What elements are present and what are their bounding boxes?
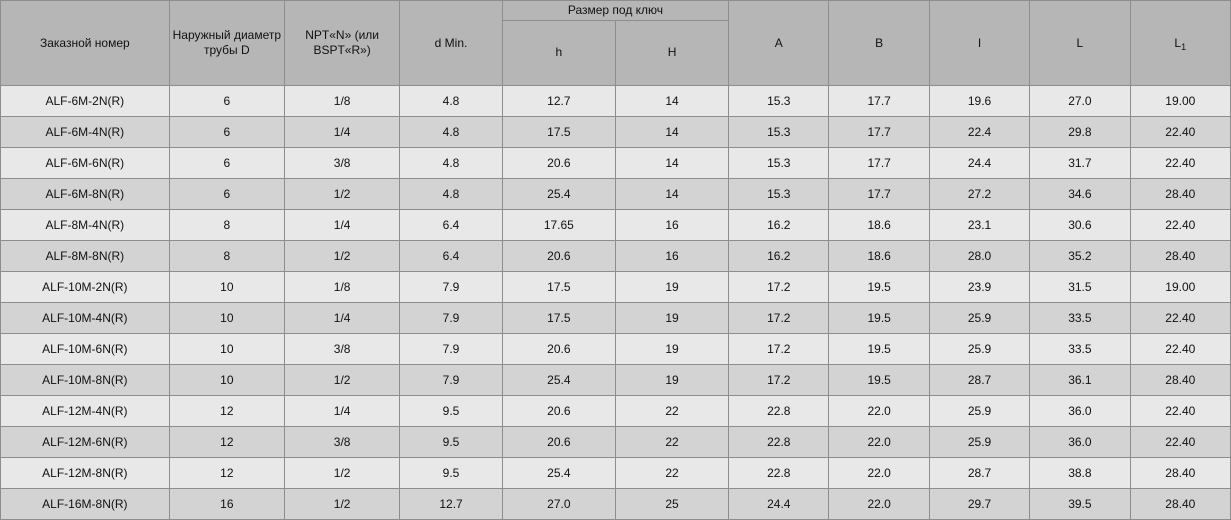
cell-order-number: ALF-6M-4N(R)	[1, 117, 170, 148]
cell-outer-diameter: 10	[169, 334, 284, 365]
cell-H: 22	[615, 427, 728, 458]
cell-npt: 1/4	[284, 303, 399, 334]
cell-A: 15.3	[729, 179, 829, 210]
table-row	[1, 303, 1231, 334]
cell-H: 14	[615, 148, 728, 179]
cell-npt: 1/2	[284, 179, 399, 210]
table-row	[1, 117, 1231, 148]
cell-L: 29.8	[1030, 117, 1130, 148]
cell-d-min: 9.5	[400, 427, 502, 458]
cell-outer-diameter: 6	[169, 179, 284, 210]
table-body	[1, 86, 1231, 520]
cell-outer-diameter: 12	[169, 458, 284, 489]
cell-L1: 22.40	[1130, 303, 1230, 334]
cell-B: 19.5	[829, 334, 929, 365]
cell-L1: 22.40	[1130, 210, 1230, 241]
cell-order-number: ALF-10M-6N(R)	[1, 334, 170, 365]
cell-h: 20.6	[502, 427, 615, 458]
cell-H: 14	[615, 179, 728, 210]
cell-npt: 1/2	[284, 365, 399, 396]
cell-I: 23.1	[929, 210, 1029, 241]
cell-h: 20.6	[502, 241, 615, 272]
column-header-b: B	[829, 1, 929, 86]
cell-B: 18.6	[829, 241, 929, 272]
cell-order-number: ALF-12M-6N(R)	[1, 427, 170, 458]
cell-L1: 28.40	[1130, 458, 1230, 489]
cell-npt: 3/8	[284, 427, 399, 458]
cell-d-min: 4.8	[400, 117, 502, 148]
cell-d-min: 7.9	[400, 365, 502, 396]
column-header-outer-diameter: Наружный диаметр трубы D	[169, 1, 284, 86]
cell-h: 25.4	[502, 179, 615, 210]
column-header-h-capital: H	[615, 20, 728, 85]
cell-L: 35.2	[1030, 241, 1130, 272]
cell-h: 20.6	[502, 148, 615, 179]
cell-I: 24.4	[929, 148, 1029, 179]
cell-order-number: ALF-12M-8N(R)	[1, 458, 170, 489]
cell-npt: 1/4	[284, 117, 399, 148]
cell-A: 22.8	[729, 396, 829, 427]
cell-d-min: 12.7	[400, 489, 502, 520]
cell-npt: 1/4	[284, 396, 399, 427]
cell-L1: 28.40	[1130, 365, 1230, 396]
cell-d-min: 9.5	[400, 396, 502, 427]
cell-L1: 19.00	[1130, 86, 1230, 117]
cell-npt: 1/8	[284, 86, 399, 117]
cell-I: 25.9	[929, 303, 1029, 334]
header-row-top	[1, 1, 1231, 21]
cell-H: 19	[615, 334, 728, 365]
cell-L: 39.5	[1030, 489, 1130, 520]
cell-npt: 1/2	[284, 489, 399, 520]
cell-outer-diameter: 6	[169, 117, 284, 148]
cell-L: 36.0	[1030, 427, 1130, 458]
cell-H: 19	[615, 365, 728, 396]
cell-I: 28.0	[929, 241, 1029, 272]
cell-I: 25.9	[929, 334, 1029, 365]
cell-I: 28.7	[929, 458, 1029, 489]
table-row	[1, 365, 1231, 396]
table-row	[1, 86, 1231, 117]
table-row	[1, 427, 1231, 458]
cell-d-min: 7.9	[400, 272, 502, 303]
cell-outer-diameter: 8	[169, 241, 284, 272]
cell-L: 36.0	[1030, 396, 1130, 427]
cell-order-number: ALF-6M-2N(R)	[1, 86, 170, 117]
table-row	[1, 489, 1231, 520]
table-row	[1, 148, 1231, 179]
cell-outer-diameter: 16	[169, 489, 284, 520]
cell-d-min: 9.5	[400, 458, 502, 489]
column-header-npt: NPT«N» (или BSPT«R»)	[284, 1, 399, 86]
cell-L: 38.8	[1030, 458, 1130, 489]
cell-H: 14	[615, 86, 728, 117]
cell-H: 16	[615, 210, 728, 241]
cell-h: 20.6	[502, 334, 615, 365]
cell-L1: 28.40	[1130, 179, 1230, 210]
cell-I: 25.9	[929, 396, 1029, 427]
cell-B: 19.5	[829, 303, 929, 334]
cell-L1: 22.40	[1130, 148, 1230, 179]
cell-outer-diameter: 8	[169, 210, 284, 241]
cell-h: 12.7	[502, 86, 615, 117]
cell-L: 27.0	[1030, 86, 1130, 117]
cell-order-number: ALF-8M-4N(R)	[1, 210, 170, 241]
cell-A: 17.2	[729, 272, 829, 303]
cell-d-min: 7.9	[400, 334, 502, 365]
cell-H: 22	[615, 396, 728, 427]
cell-A: 15.3	[729, 117, 829, 148]
cell-d-min: 4.8	[400, 86, 502, 117]
cell-I: 23.9	[929, 272, 1029, 303]
cell-B: 19.5	[829, 365, 929, 396]
cell-L1: 28.40	[1130, 241, 1230, 272]
cell-A: 22.8	[729, 427, 829, 458]
cell-h: 20.6	[502, 396, 615, 427]
cell-h: 25.4	[502, 365, 615, 396]
cell-L1: 19.00	[1130, 272, 1230, 303]
cell-npt: 3/8	[284, 334, 399, 365]
cell-order-number: ALF-10M-2N(R)	[1, 272, 170, 303]
cell-order-number: ALF-16M-8N(R)	[1, 489, 170, 520]
column-header-d-min: d Min.	[400, 1, 502, 86]
cell-L1: 22.40	[1130, 427, 1230, 458]
cell-npt: 1/4	[284, 210, 399, 241]
cell-L1: 22.40	[1130, 334, 1230, 365]
cell-h: 17.5	[502, 272, 615, 303]
table-row	[1, 272, 1231, 303]
cell-H: 16	[615, 241, 728, 272]
cell-A: 15.3	[729, 86, 829, 117]
cell-outer-diameter: 6	[169, 148, 284, 179]
cell-h: 17.5	[502, 117, 615, 148]
cell-h: 25.4	[502, 458, 615, 489]
cell-I: 25.9	[929, 427, 1029, 458]
cell-I: 29.7	[929, 489, 1029, 520]
cell-H: 14	[615, 117, 728, 148]
column-header-l1	[1130, 1, 1230, 86]
cell-outer-diameter: 10	[169, 303, 284, 334]
cell-A: 16.2	[729, 210, 829, 241]
table-row	[1, 241, 1231, 272]
cell-outer-diameter: 10	[169, 272, 284, 303]
cell-outer-diameter: 10	[169, 365, 284, 396]
cell-order-number: ALF-6M-8N(R)	[1, 179, 170, 210]
cell-L: 33.5	[1030, 303, 1130, 334]
column-header-i: I	[929, 1, 1029, 86]
cell-L: 33.5	[1030, 334, 1130, 365]
cell-A: 17.2	[729, 303, 829, 334]
cell-L: 30.6	[1030, 210, 1130, 241]
cell-npt: 3/8	[284, 148, 399, 179]
cell-npt: 1/2	[284, 241, 399, 272]
table-head	[1, 1, 1231, 86]
cell-order-number: ALF-10M-4N(R)	[1, 303, 170, 334]
cell-B: 17.7	[829, 86, 929, 117]
column-header-order-number: Заказной номер	[1, 1, 170, 86]
cell-I: 28.7	[929, 365, 1029, 396]
cell-npt: 1/8	[284, 272, 399, 303]
cell-A: 22.8	[729, 458, 829, 489]
cell-L: 34.6	[1030, 179, 1130, 210]
cell-L1: 22.40	[1130, 396, 1230, 427]
cell-I: 22.4	[929, 117, 1029, 148]
table-row	[1, 396, 1231, 427]
column-header-a: A	[729, 1, 829, 86]
table-row	[1, 458, 1231, 489]
cell-B: 17.7	[829, 117, 929, 148]
cell-d-min: 6.4	[400, 241, 502, 272]
cell-A: 17.2	[729, 365, 829, 396]
cell-order-number: ALF-12M-4N(R)	[1, 396, 170, 427]
cell-d-min: 4.8	[400, 179, 502, 210]
cell-d-min: 6.4	[400, 210, 502, 241]
cell-outer-diameter: 6	[169, 86, 284, 117]
cell-B: 18.6	[829, 210, 929, 241]
cell-B: 19.5	[829, 272, 929, 303]
cell-B: 22.0	[829, 489, 929, 520]
cell-h: 27.0	[502, 489, 615, 520]
table-row	[1, 210, 1231, 241]
cell-outer-diameter: 12	[169, 396, 284, 427]
cell-B: 22.0	[829, 427, 929, 458]
column-header-l1-subscript: 1	[1181, 41, 1187, 52]
cell-L: 36.1	[1030, 365, 1130, 396]
column-group-header-wrench-size: Размер под ключ	[502, 1, 728, 21]
cell-h: 17.5	[502, 303, 615, 334]
cell-I: 27.2	[929, 179, 1029, 210]
cell-order-number: ALF-8M-8N(R)	[1, 241, 170, 272]
table-row	[1, 334, 1231, 365]
cell-B: 17.7	[829, 148, 929, 179]
cell-B: 22.0	[829, 458, 929, 489]
cell-npt: 1/2	[284, 458, 399, 489]
column-header-h-small: h	[502, 20, 615, 85]
cell-H: 19	[615, 272, 728, 303]
cell-A: 24.4	[729, 489, 829, 520]
table-row	[1, 179, 1231, 210]
cell-L1: 28.40	[1130, 489, 1230, 520]
cell-H: 22	[615, 458, 728, 489]
cell-L1: 22.40	[1130, 117, 1230, 148]
cell-outer-diameter: 12	[169, 427, 284, 458]
cell-order-number: ALF-10M-8N(R)	[1, 365, 170, 396]
cell-d-min: 7.9	[400, 303, 502, 334]
cell-order-number: ALF-6M-6N(R)	[1, 148, 170, 179]
cell-A: 16.2	[729, 241, 829, 272]
column-header-l: L	[1030, 1, 1130, 86]
cell-I: 19.6	[929, 86, 1029, 117]
column-header-l1-text: L	[1174, 35, 1182, 50]
cell-L: 31.5	[1030, 272, 1130, 303]
cell-H: 25	[615, 489, 728, 520]
cell-A: 15.3	[729, 148, 829, 179]
cell-A: 17.2	[729, 334, 829, 365]
cell-B: 22.0	[829, 396, 929, 427]
cell-d-min: 4.8	[400, 148, 502, 179]
cell-B: 17.7	[829, 179, 929, 210]
cell-H: 19	[615, 303, 728, 334]
cell-L: 31.7	[1030, 148, 1130, 179]
cell-h: 17.65	[502, 210, 615, 241]
